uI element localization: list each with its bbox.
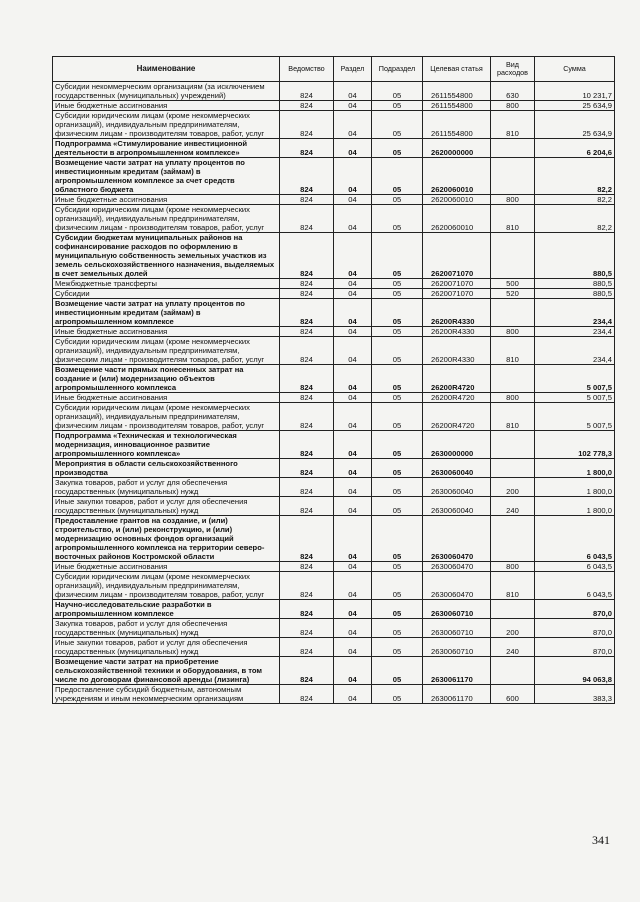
row-target-article: 2620000000 (423, 139, 491, 158)
row-amount: 880,5 (535, 279, 615, 289)
row-department: 824 (280, 497, 334, 516)
row-name: Субсидии юридическим лицам (кроме некоммерческих организаций), индивидуальным предпринимателям, физическим лицам - производителям товаров, работ, услуг (53, 337, 280, 365)
row-section: 04 (334, 233, 372, 279)
row-amount: 10 231,7 (535, 82, 615, 101)
row-section: 04 (334, 600, 372, 619)
row-expense-type (491, 365, 535, 393)
row-subsection: 05 (372, 657, 423, 685)
table-row (53, 478, 615, 497)
table-row (53, 516, 615, 562)
row-subsection: 05 (372, 572, 423, 600)
row-target-article: 2630000000 (423, 431, 491, 459)
row-department: 824 (280, 279, 334, 289)
row-target-article: 2630060710 (423, 638, 491, 657)
row-section: 04 (334, 289, 372, 299)
row-subsection: 05 (372, 82, 423, 101)
row-amount: 234,4 (535, 327, 615, 337)
row-subsection: 05 (372, 497, 423, 516)
row-expense-type: 800 (491, 101, 535, 111)
row-subsection: 05 (372, 393, 423, 403)
row-department: 824 (280, 205, 334, 233)
row-name: Иные бюджетные ассигнования (53, 562, 280, 572)
table-row (53, 205, 615, 233)
table-row (53, 562, 615, 572)
row-name: Иные закупки товаров, работ и услуг для обеспечения государственных (муниципальных) нужд (53, 497, 280, 516)
row-subsection: 05 (372, 195, 423, 205)
row-amount: 5 007,5 (535, 365, 615, 393)
row-department: 824 (280, 685, 334, 704)
row-amount: 383,3 (535, 685, 615, 704)
row-target-article: 26200R4330 (423, 327, 491, 337)
row-amount: 234,4 (535, 299, 615, 327)
header-target-article: Целевая статья (423, 57, 491, 82)
row-amount: 6 043,5 (535, 562, 615, 572)
row-department: 824 (280, 289, 334, 299)
row-name: Субсидии юридическим лицам (кроме некоммерческих организаций), индивидуальным предпринимателям, физическим лицам - производителям товаров, работ, услуг (53, 111, 280, 139)
row-section: 04 (334, 572, 372, 600)
row-section: 04 (334, 82, 372, 101)
table-row (53, 279, 615, 289)
row-department: 824 (280, 82, 334, 101)
row-target-article: 2620060010 (423, 158, 491, 195)
row-expense-type: 810 (491, 337, 535, 365)
row-amount: 102 778,3 (535, 431, 615, 459)
row-expense-type (491, 299, 535, 327)
row-target-article: 2620071070 (423, 289, 491, 299)
row-expense-type: 800 (491, 327, 535, 337)
row-amount: 94 063,8 (535, 657, 615, 685)
row-amount: 870,0 (535, 638, 615, 657)
row-name: Возмещение части затрат на уплату процентов по инвестиционным кредитам (займам) в агропромышленном комплексе (53, 299, 280, 327)
header-subsection: Подраздел (372, 57, 423, 82)
row-amount: 870,0 (535, 600, 615, 619)
table-row (53, 195, 615, 205)
row-department: 824 (280, 337, 334, 365)
row-subsection: 05 (372, 516, 423, 562)
row-expense-type (491, 600, 535, 619)
row-section: 04 (334, 101, 372, 111)
row-name: Субсидии юридическим лицам (кроме некоммерческих организаций), индивидуальным предпринимателям, физическим лицам - производителям товаров, работ, услуг (53, 572, 280, 600)
row-target-article: 2620060010 (423, 195, 491, 205)
row-department: 824 (280, 459, 334, 478)
row-amount: 6 043,5 (535, 572, 615, 600)
row-amount: 1 800,0 (535, 459, 615, 478)
row-subsection: 05 (372, 279, 423, 289)
row-section: 04 (334, 478, 372, 497)
header-section: Раздел (334, 57, 372, 82)
row-subsection: 05 (372, 139, 423, 158)
table-row (53, 365, 615, 393)
header-department: Ведомство (280, 57, 334, 82)
row-section: 04 (334, 337, 372, 365)
row-subsection: 05 (372, 431, 423, 459)
row-name: Предоставление грантов на создание, и (или) строительство, и (или) реконструкцию, и (или) модернизацию основных фондов организаций агропромышленного комплекса на территории северо-восточных районов Костромской области (53, 516, 280, 562)
table-row (53, 431, 615, 459)
row-target-article: 2630061170 (423, 685, 491, 704)
row-section: 04 (334, 327, 372, 337)
row-department: 824 (280, 299, 334, 327)
table-row (53, 657, 615, 685)
row-department: 824 (280, 403, 334, 431)
row-department: 824 (280, 233, 334, 279)
row-subsection: 05 (372, 337, 423, 365)
table-row (53, 327, 615, 337)
row-amount: 5 007,5 (535, 403, 615, 431)
row-subsection: 05 (372, 158, 423, 195)
row-department: 824 (280, 638, 334, 657)
row-amount: 25 634,9 (535, 101, 615, 111)
row-subsection: 05 (372, 111, 423, 139)
row-name: Подпрограмма «Стимулирование инвестиционной деятельности в агропромышленном комплексе» (53, 139, 280, 158)
row-department: 824 (280, 111, 334, 139)
row-target-article: 2630060470 (423, 516, 491, 562)
row-expense-type: 630 (491, 82, 535, 101)
row-expense-type (491, 516, 535, 562)
table-row (53, 82, 615, 101)
row-name: Возмещение части затрат на уплату процентов по инвестиционным кредитам (займам) в агропромышленном комплексе за счет средств областного бюджета (53, 158, 280, 195)
row-section: 04 (334, 205, 372, 233)
row-target-article: 2611554800 (423, 101, 491, 111)
row-name: Иные бюджетные ассигнования (53, 101, 280, 111)
row-amount: 6 204,6 (535, 139, 615, 158)
row-name: Возмещение части затрат на приобретение сельскохозяйственной техники и оборудования, в том числе по договорам финансовой аренды (лизинга) (53, 657, 280, 685)
row-section: 04 (334, 279, 372, 289)
row-expense-type: 500 (491, 279, 535, 289)
row-section: 04 (334, 459, 372, 478)
row-name: Мероприятия в области сельскохозяйственного производства (53, 459, 280, 478)
row-section: 04 (334, 516, 372, 562)
row-target-article: 2611554800 (423, 82, 491, 101)
row-name: Научно-исследовательские разработки в агропромышленном комплексе (53, 600, 280, 619)
table-row (53, 393, 615, 403)
row-name: Предоставление субсидий бюджетным, автономным учреждениям и иным некоммерческим организациям (53, 685, 280, 704)
page-number: 341 (592, 833, 610, 847)
row-amount: 1 800,0 (535, 478, 615, 497)
table-row (53, 139, 615, 158)
row-target-article: 26200R4330 (423, 337, 491, 365)
row-expense-type (491, 158, 535, 195)
row-amount: 880,5 (535, 289, 615, 299)
row-department: 824 (280, 600, 334, 619)
header-amount: Сумма (535, 57, 615, 82)
row-section: 04 (334, 299, 372, 327)
row-name: Иные бюджетные ассигнования (53, 195, 280, 205)
row-department: 824 (280, 327, 334, 337)
table-row (53, 289, 615, 299)
row-expense-type: 810 (491, 403, 535, 431)
row-section: 04 (334, 562, 372, 572)
row-name: Иные бюджетные ассигнования (53, 327, 280, 337)
row-section: 04 (334, 638, 372, 657)
row-target-article: 2630060470 (423, 562, 491, 572)
row-amount: 5 007,5 (535, 393, 615, 403)
table-row (53, 638, 615, 657)
header-name: Наименование (53, 57, 280, 82)
row-subsection: 05 (372, 478, 423, 497)
table-row (53, 403, 615, 431)
row-name: Межбюджетные трансферты (53, 279, 280, 289)
row-target-article: 2611554800 (423, 111, 491, 139)
row-subsection: 05 (372, 365, 423, 393)
row-section: 04 (334, 365, 372, 393)
row-department: 824 (280, 158, 334, 195)
table-row (53, 233, 615, 279)
row-target-article: 2620071070 (423, 279, 491, 289)
table-row (53, 619, 615, 638)
row-amount: 82,2 (535, 195, 615, 205)
table-row (53, 111, 615, 139)
row-section: 04 (334, 393, 372, 403)
row-department: 824 (280, 657, 334, 685)
row-subsection: 05 (372, 289, 423, 299)
row-name: Иные закупки товаров, работ и услуг для обеспечения государственных (муниципальных) нужд (53, 638, 280, 657)
row-expense-type: 800 (491, 195, 535, 205)
table-header-row (53, 57, 615, 82)
row-target-article: 26200R4720 (423, 365, 491, 393)
row-target-article: 2630060710 (423, 619, 491, 638)
row-name: Иные бюджетные ассигнования (53, 393, 280, 403)
row-target-article: 26200R4720 (423, 393, 491, 403)
row-department: 824 (280, 195, 334, 205)
row-expense-type: 520 (491, 289, 535, 299)
row-target-article: 26200R4330 (423, 299, 491, 327)
row-department: 824 (280, 572, 334, 600)
row-department: 824 (280, 365, 334, 393)
row-name: Закупка товаров, работ и услуг для обеспечения государственных (муниципальных) нужд (53, 619, 280, 638)
budget-table (52, 56, 615, 704)
row-name: Субсидии юридическим лицам (кроме некоммерческих организаций), индивидуальным предпринимателям, физическим лицам - производителям товаров, работ, услуг (53, 205, 280, 233)
row-subsection: 05 (372, 403, 423, 431)
row-name: Субсидии (53, 289, 280, 299)
row-expense-type: 600 (491, 685, 535, 704)
row-amount: 6 043,5 (535, 516, 615, 562)
row-target-article: 2630060710 (423, 600, 491, 619)
row-department: 824 (280, 516, 334, 562)
row-section: 04 (334, 158, 372, 195)
row-department: 824 (280, 139, 334, 158)
row-subsection: 05 (372, 459, 423, 478)
row-subsection: 05 (372, 101, 423, 111)
row-expense-type: 810 (491, 205, 535, 233)
row-expense-type: 240 (491, 638, 535, 657)
row-expense-type (491, 431, 535, 459)
row-target-article: 2630060040 (423, 497, 491, 516)
row-section: 04 (334, 619, 372, 638)
row-section: 04 (334, 111, 372, 139)
row-subsection: 05 (372, 562, 423, 572)
row-target-article: 2630060470 (423, 572, 491, 600)
row-subsection: 05 (372, 233, 423, 279)
row-expense-type: 800 (491, 393, 535, 403)
table-row (53, 158, 615, 195)
row-amount: 870,0 (535, 619, 615, 638)
row-section: 04 (334, 139, 372, 158)
row-target-article: 26200R4720 (423, 403, 491, 431)
row-amount: 82,2 (535, 158, 615, 195)
table-row (53, 459, 615, 478)
row-subsection: 05 (372, 638, 423, 657)
table-row (53, 572, 615, 600)
row-section: 04 (334, 685, 372, 704)
row-expense-type: 810 (491, 572, 535, 600)
row-expense-type (491, 657, 535, 685)
table-row (53, 299, 615, 327)
row-subsection: 05 (372, 299, 423, 327)
table-row (53, 600, 615, 619)
row-subsection: 05 (372, 685, 423, 704)
row-name: Субсидии юридическим лицам (кроме некоммерческих организаций), индивидуальным предпринимателям, физическим лицам - производителям товаров, работ, услуг (53, 403, 280, 431)
row-name: Подпрограмма «Техническая и технологическая модернизация, инновационное развитие агропромышленного комплекса» (53, 431, 280, 459)
row-amount: 82,2 (535, 205, 615, 233)
row-department: 824 (280, 393, 334, 403)
row-section: 04 (334, 431, 372, 459)
row-target-article: 2620071070 (423, 233, 491, 279)
row-name: Субсидии бюджетам муниципальных районов на софинансирование расходов по оформлению в муниципальную собственность земельных участков из земель сельскохозяйственного назначения, выделяемых в счет земельных долей (53, 233, 280, 279)
row-expense-type (491, 139, 535, 158)
table-row (53, 497, 615, 516)
table-row (53, 101, 615, 111)
row-expense-type: 810 (491, 111, 535, 139)
row-name: Возмещение части прямых понесенных затрат на создание и (или) модернизацию объектов агропромышленного комплекса (53, 365, 280, 393)
row-section: 04 (334, 497, 372, 516)
header-expense-type: Вид расходов (491, 57, 535, 82)
row-section: 04 (334, 403, 372, 431)
row-section: 04 (334, 195, 372, 205)
row-amount: 1 800,0 (535, 497, 615, 516)
row-expense-type (491, 233, 535, 279)
row-subsection: 05 (372, 327, 423, 337)
table-row (53, 337, 615, 365)
row-department: 824 (280, 562, 334, 572)
row-amount: 25 634,9 (535, 111, 615, 139)
row-expense-type: 240 (491, 497, 535, 516)
row-expense-type (491, 459, 535, 478)
row-name: Закупка товаров, работ и услуг для обеспечения государственных (муниципальных) нужд (53, 478, 280, 497)
row-target-article: 2630060040 (423, 459, 491, 478)
row-department: 824 (280, 619, 334, 638)
row-expense-type: 200 (491, 478, 535, 497)
row-department: 824 (280, 478, 334, 497)
row-target-article: 2630061170 (423, 657, 491, 685)
row-department: 824 (280, 431, 334, 459)
row-name: Субсидии некоммерческим организациям (за исключением государственных (муниципальных) учреждений) (53, 82, 280, 101)
row-subsection: 05 (372, 619, 423, 638)
row-target-article: 2620060010 (423, 205, 491, 233)
row-subsection: 05 (372, 205, 423, 233)
row-target-article: 2630060040 (423, 478, 491, 497)
row-department: 824 (280, 101, 334, 111)
row-expense-type: 200 (491, 619, 535, 638)
row-subsection: 05 (372, 600, 423, 619)
row-section: 04 (334, 657, 372, 685)
row-amount: 234,4 (535, 337, 615, 365)
row-amount: 880,5 (535, 233, 615, 279)
row-expense-type: 800 (491, 562, 535, 572)
table-row (53, 685, 615, 704)
